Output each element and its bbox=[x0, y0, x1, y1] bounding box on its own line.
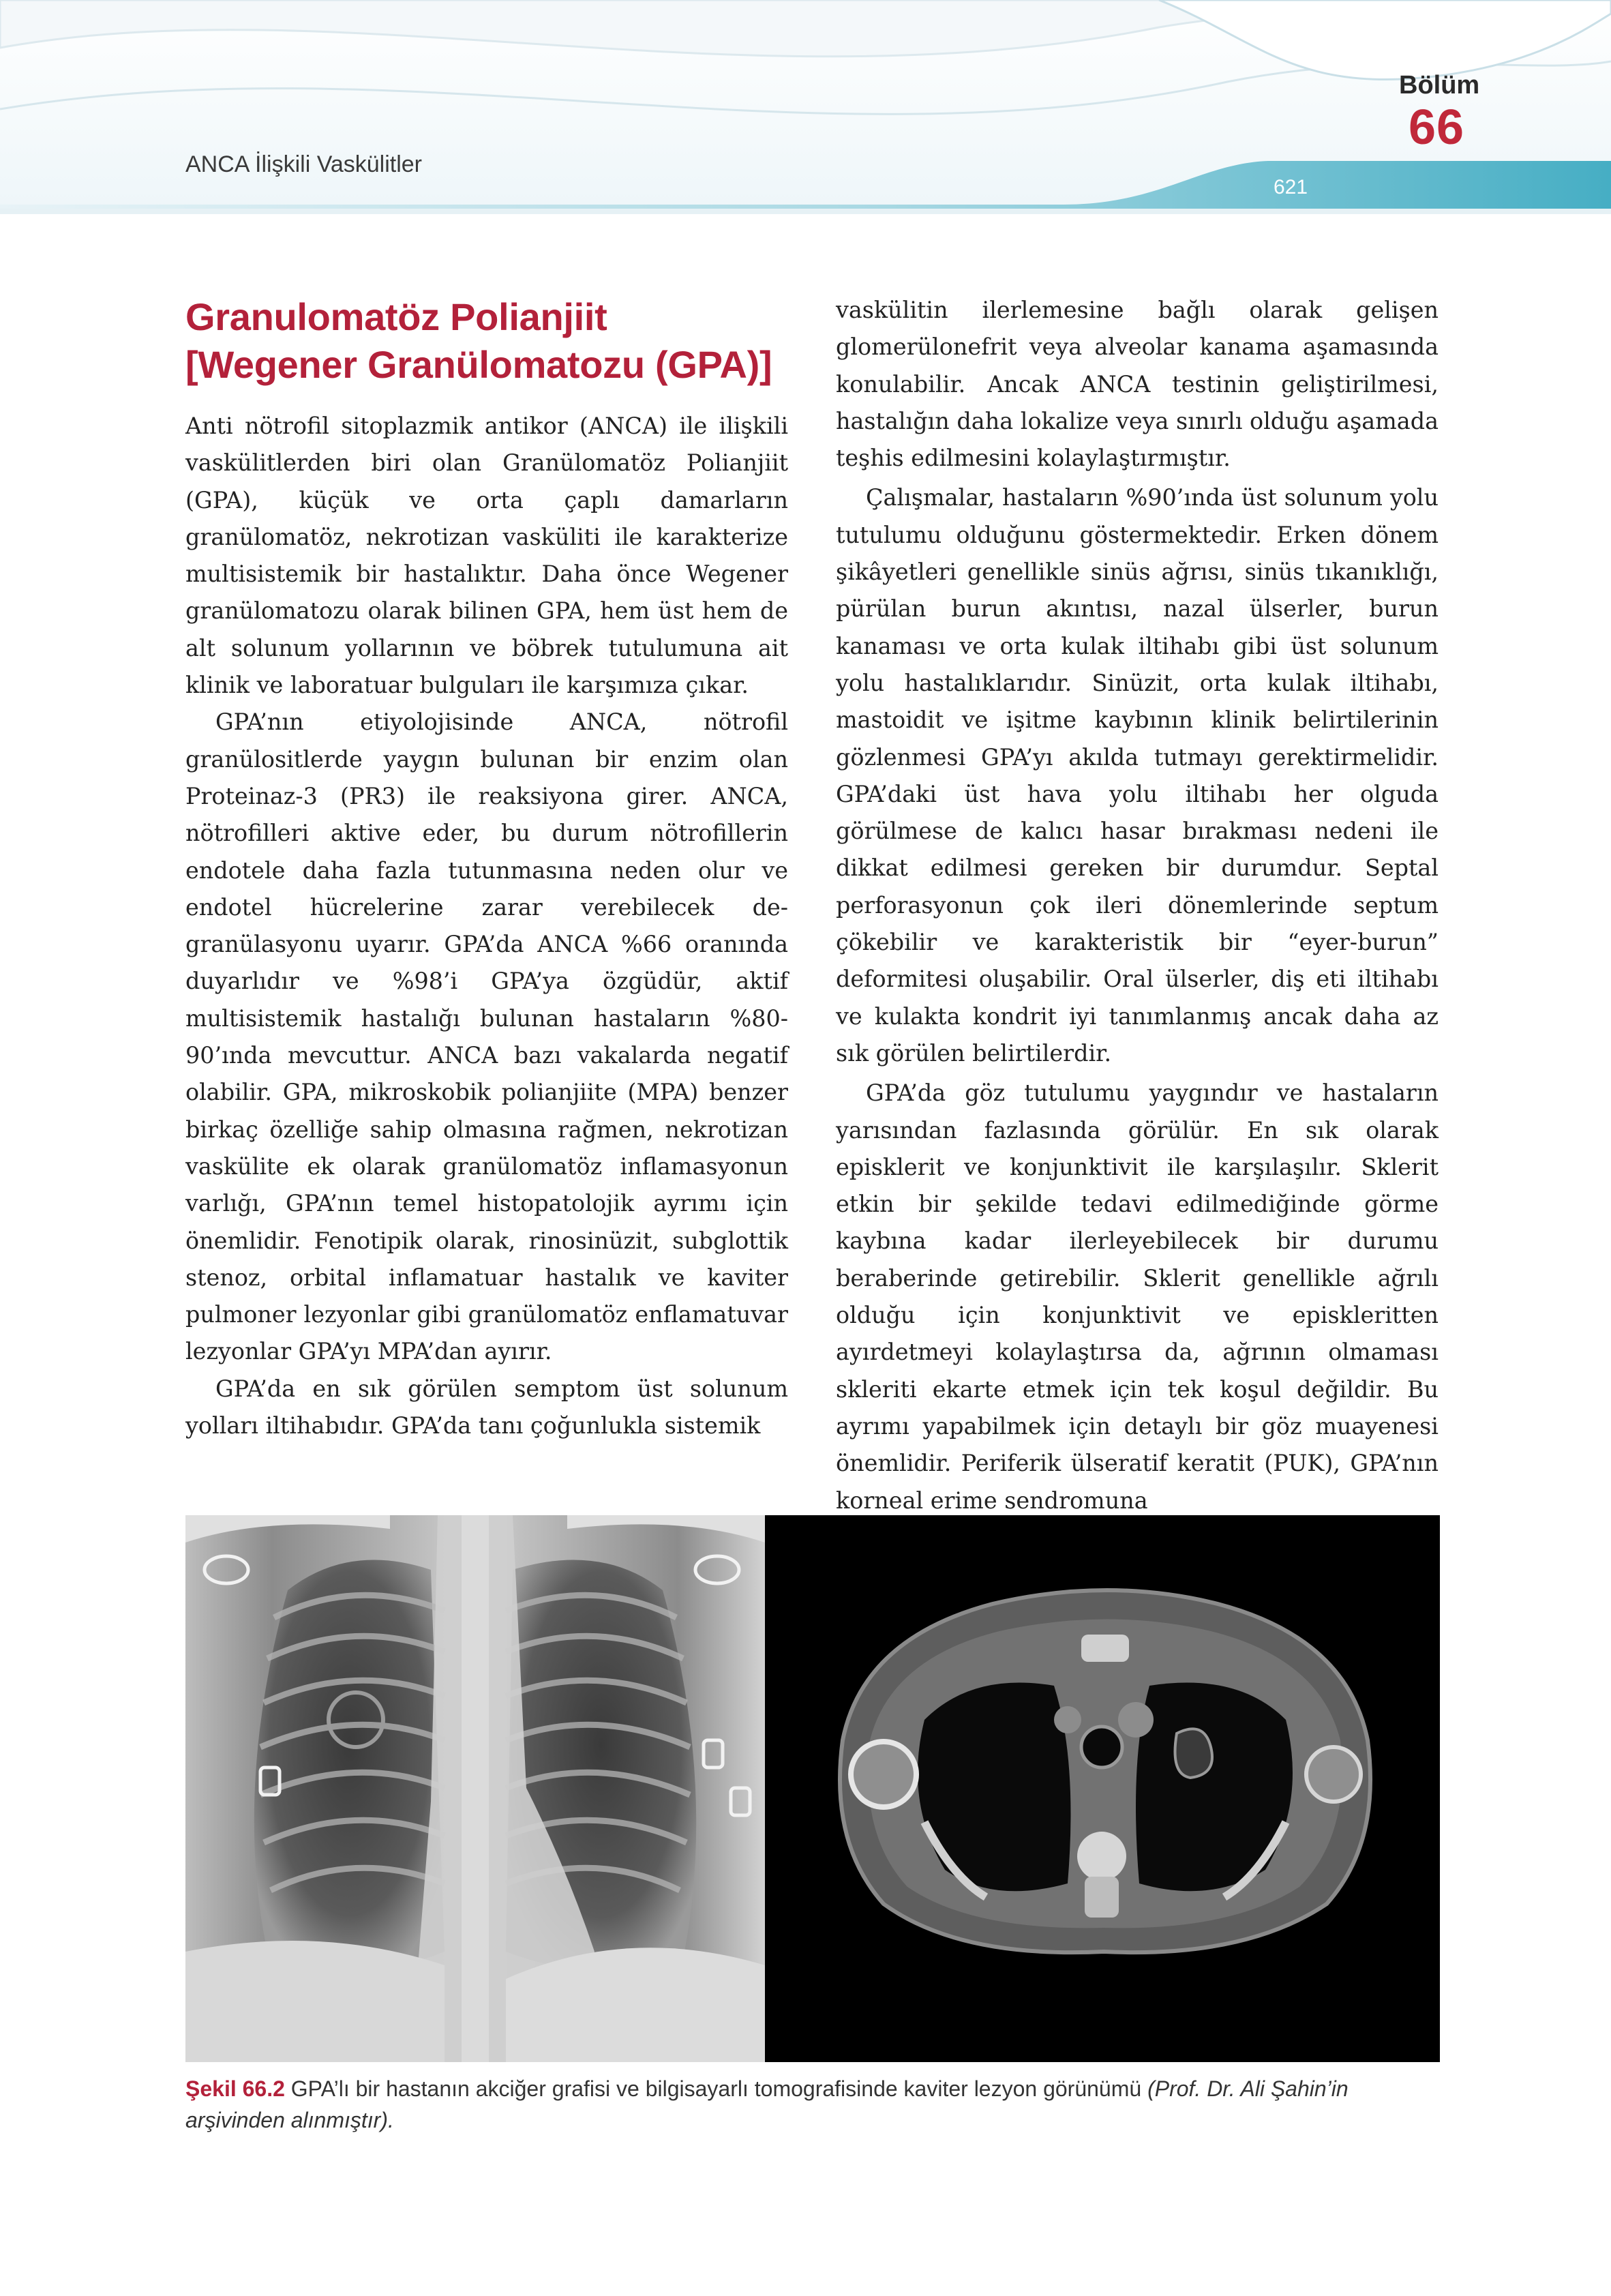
figure-label: Şekil 66.2 bbox=[185, 2076, 285, 2101]
figure-66-2 bbox=[185, 1515, 1440, 2062]
caption-text: GPA’lı bir hastanın akciğer grafisi ve bilgisayarlı tomografisinde kaviter lezyon görünümü bbox=[284, 2076, 1148, 2101]
page-number: 621 bbox=[1274, 176, 1308, 198]
article-title bbox=[185, 293, 788, 389]
title-line-1: Granulomatöz Polianjiit bbox=[185, 295, 607, 338]
paragraph: GPA’da göz tutulumu yaygındır ve hastaların yarısından fazlasında görülür. En sık olarak episklerit ve konjunktivit ile karşılaşılır. Sklerit etkin bir şekilde tedavi edilmediğinde görme kaybına kadar ilerleyebilecek bir durumu beraberinde getirebilir. Sklerit genellikle ağrılı olduğu için konjunktivit ve episkleritten ayırdetmeyi kolaylaştırsa da, ağrının olmaması skleriti ekarte etmek için tek koşul değildir. Bu ayrımı yapabilmek için detaylı bir göz muayenesi önemlidir. Periferik ülseratif keratit (PUK), GPA’nın korneal erime sendromuna bbox=[836, 1079, 1439, 1514]
running-title: ANCA İlişkili Vaskülitler bbox=[185, 151, 423, 177]
header-wave-graphic bbox=[0, 0, 1611, 225]
paragraph: Çalışmalar, hastaların %90’ında üst solunum yolu tutulumu olduğunu göstermektedir. Erken dönem şikâyetleri genellikle sinüs ağrısı, sinüs tıkanıklığı, pürülan burun akıntısı, nazal ülserler, burun kanaması ve orta kulak iltihabı gibi üst solunum yolu hastalıklarıdır. Sinüzit, orta kulak iltihabı, mastoidit ve işitme kaybının klinik belirtilerinin gözlenmesi GPA’yı akılda tutmayı gerektirmelidir. GPA’daki üst hava yolu iltihabı her olguda görülmese de kalıcı hasar bırakması nedeni ile dikkat edilmesi gereken bir durumdur. Septal perforasyonun çok ileri dönemlerinde septum çökebilir ve karakteristik bir “eyer-burun” deformitesi oluşabilir. Oral ülserler, diş eti iltihabı ve kulakta kondrit iyi tanımlanmış ancak daha az sık görülen belirtilerdir. bbox=[836, 484, 1439, 1067]
page-header bbox=[0, 0, 1611, 225]
paragraph: GPA’nın etiyolojisinde ANCA, nötrofil granülositlerde yaygın bulunan bir enzim olan Proteinaz-3 (PR3) ile reaksiyona girer. ANCA, nötrofilleri aktive eder, bu durum nötrofillerin endotele daha fazla tutunmasına neden olur ve endotel hücrelerine zarar verebilecek de-granülasyonu uyarır. GPA’da ANCA %66 oranında duyarlıdır ve %98’i GPA’ya özgüdür, aktif multisistemik hastalığı bulunan hastaların %80-90’ında mevcuttur. ANCA bazı vakalarda negatif olabilir. GPA, mikroskobik polianjiite (MPA) benzer birkaç özelliğe sahip olmasına rağmen, nekrotizan vaskülite ek olarak granülomatöz inflamasyonun varlığı, GPA’nın temel histopatolojik ayrımı için önemlidir. Fenotipik olarak, rinosinüzit, subglottik stenoz, orbital inflamatuar hastalık ve kaviter pulmoner lezyonlar gibi granülomatöz enflamatuvar lezyonlar GPA’yı MPA’dan ayırır. bbox=[185, 709, 788, 1365]
chest-xray-image bbox=[185, 1515, 765, 2062]
right-column bbox=[836, 292, 1439, 1519]
paragraph: Anti nötrofil sitoplazmik antikor (ANCA) ile ilişkili vaskülitlerden biri olan Granülomatöz Polianjiit (GPA), küçük ve orta çaplı damarların granülomatöz, nekrotizan vasküliti ile karakterize multisistemik bir hastalıktır. Daha önce Wegener granülomatozu olarak bilinen GPA, hem üst hem de alt solunum yollarının ve böbrek tutulumuna ait klinik ve laboratuar bulguları ile karşımıza çıkar. bbox=[185, 413, 788, 699]
title-line-2: [Wegener Granülomatozu (GPA)] bbox=[185, 343, 772, 386]
paragraph: vaskülitin ilerlemesine bağlı olarak gelişen glomerülonefrit veya alveolar kanama aşamasında konulabilir. Ancak ANCA testinin geliştirilmesi, hastalığın daha lokalize veya sınırlı olduğu aşamada teşhis edilmesini kolaylaştırmıştır. bbox=[836, 297, 1439, 472]
ct-scan-image bbox=[768, 1515, 1440, 2062]
left-column bbox=[185, 293, 788, 1444]
figure-caption bbox=[185, 2073, 1440, 2136]
left-body-text bbox=[185, 408, 788, 1444]
chapter-label: Bölüm bbox=[1399, 71, 1480, 100]
paragraph: GPA’da en sık görülen semptom üst solunum yolları iltihabıdır. GPA’da tanı çoğunlukla sistemik bbox=[185, 1375, 788, 1440]
right-body-text bbox=[836, 292, 1439, 1519]
caption-credit: (Prof. Dr. Ali Şahin’in arşivinden alınmıştır). bbox=[185, 2076, 1349, 2132]
chapter-number: 66 bbox=[1408, 100, 1465, 155]
